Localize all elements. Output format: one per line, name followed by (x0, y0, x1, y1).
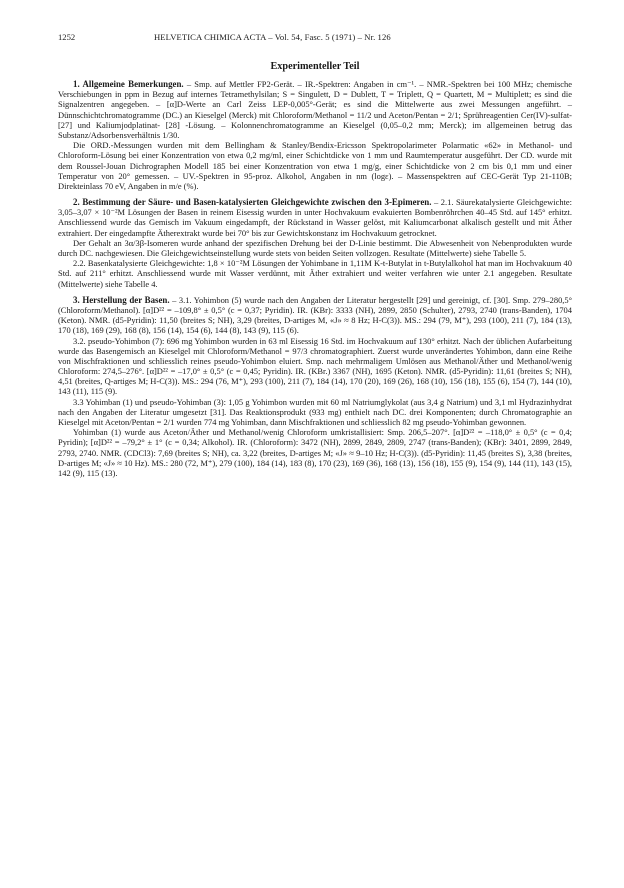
paragraph-base-catalysed (58, 258, 572, 289)
section-title: Experimenteller Teil (270, 61, 360, 72)
page-number: 1252 (58, 32, 76, 42)
paragraph-yohimban-preparation (58, 397, 572, 428)
paragraph-body: 3.3 Yohimban (1) und pseudo-Yohimban (3): 1,05 g Yohimbon wurden mit 60 ml Natriumglykolat (aus 3,4 g Natrium) und 3,1 ml Hydrazinhydrat nach den Angaben der Literatur umgesetzt [31]. Das Reaktionsprodukt (933 mg) enthielt nach DC. drei Komponenten; durch Chromatographie an Kieselgel mit Aceton/Pentan = 2/1 wurden 774 mg Yohimban, dann Mischfraktionen und schliesslich 82 mg pseudo-Yohimban gewonnen. (58, 396, 572, 427)
paragraph-body: 2.2. Basenkatalysierte Gleichgewichte: 1,8 × 10⁻²M Lösungen der Yohimbane in 1,11M K-t-Butylat in t-Butylalkohol hat man im Hochvakuum 40 Std. auf 211° erhitzt. Anschliessend wurde mit Wasser verdünnt, mit Äther extrahiert und weiter verfahren wie unter 2.1 angegeben. Resultate (Mittelwerte) siehe Tabelle 4. (58, 258, 572, 289)
paragraph-pseudo-yohimbone (58, 336, 572, 397)
paragraph-preparation (58, 295, 572, 336)
running-header (58, 32, 572, 43)
running-title: HELVETICA CHIMICA ACTA – Vol. 54, Fasc. 5 (1971) – Nr. 126 (154, 32, 391, 42)
paragraph-ord-measurements (58, 140, 572, 191)
paragraph-body: Die ORD.-Messungen wurden mit dem Bellingham & Stanley/Bendix-Ericsson Spektropolarimeter Polarmatic «62» in Methanol- und Chloroform-Lösung bei einer Konzentration von etwa 0,2 mg/ml, einer Schichtdicke von 1 mm und Raumtemperatur ausgeführt. Der CD. wurde mit dem Roussel-Jouan Dichrographen Modell 185 bei einer Konzentration von etwa 1 mg/g, einer Schichtdicke von 2 cm bis 0,1 mm und einer Temperatur von 20° gemessen. – UV.-Spektren in 95-proz. Alkohol, Angaben in nm (logε). – Massenspektren auf CEC-Gerät Typ 21-110B; Direkteinlass 70 eV, Angaben in m/e (%). (58, 140, 572, 191)
paragraph-yohimban-data (58, 427, 572, 478)
paragraph-isomer-content (58, 238, 572, 258)
paragraph-body: – 2.1. Säurekatalysierte Gleichgewichte: 3,05–3,07 × 10⁻²M Lösungen der Basen in reinem Eisessig wurden in unter Hochvakuum evakuierten Bombenröhrchen 40–45 Std. auf 145° erhitzt. Anschliessend wurde das Gemisch im Vakuum eingedampft, der Rückstand in Wasser gelöst, mit Kaliumcarbonat alkalisch gestellt und mit Äther extrahiert. Der eingedampfte Ätherextrakt wurde bei 70° bis zur Gewichtskonstanz im Hochvakuum getrocknet. (58, 197, 572, 238)
paragraph-heading: 1. Allgemeine Bemerkungen. (73, 79, 184, 89)
paragraph-equilibria (58, 197, 572, 238)
paragraph-general-remarks (58, 79, 572, 140)
paragraph-body: – 3.1. Yohimbon (5) wurde nach den Angaben der Literatur hergestellt [29] und gereinigt, cf. [30]. Smp. 279–280,5° (Chloroform/Methanol). [α]D²² = –109,8° ± 0,5° (c = 0,37; Pyridin). IR. (KBr): 3333 (NH), 2899, 2850 (Schulter), 2793, 2740 (trans-Banden), 1704 (Keton). NMR. (d5-Pyridin): 11,50 (breites S; NH), 3,29 (breites, D-artiges M, «J» ≈ 8 Hz; H-C(3)). MS.: 294 (79, M⁺), 293 (100), 211 (7), 184 (13), 170 (18), 169 (29), 168 (8), 156 (14), 154 (6), 144 (8), 143 (9), 115 (6). (58, 294, 572, 336)
paragraph-heading: 2. Bestimmung der Säure- und Basen-katalysierten Gleichgewichte zwischen den 3-Epimeren. (73, 197, 432, 208)
paragraph-heading: 3. Herstellung der Basen. (73, 294, 170, 305)
paragraph-body: Yohimban (1) wurde aus Aceton/Äther und Methanol/wenig Chloroform umkristallisiert: Smp. 206,5–207°. [α]D²² = –118,0° ± 0,5° (c = 0,4; Pyridin); [α]D²² = –79,2° ± 1° (c = 0,34; Alkohol). IR. (Chloroform): 3472 (NH), 2899, 2849, 2809, 2747 (trans-Banden); (KBr): 3401, 2899, 2849, 2793, 2740. NMR. (CDCl3): 7,69 (breites S; NH), ca. 3,22 (breites, D-artiges M; «J» ≈ 9–10 Hz; H-C(3)). (d5-Pyridin): 11,45 (breites S), 3,38 (breites, D-artiges M; «J» ≈ 10 Hz). MS.: 280 (72, M⁺), 279 (100), 184 (14), 183 (8), 170 (23), 169 (36), 168 (13), 156 (18), 155 (9), 154 (9), 144 (11), 143 (15), 142 (9), 115 (13). (58, 427, 573, 478)
paragraph-body: – Smp. auf Mettler FP2-Gerät. – IR.-Spektren: Angaben in cm⁻¹. – NMR.-Spektren bei 100 MHz; chemische Verschiebungen in ppm in Bezug auf internes Tetramethylsilan; S = Singulett, D = Dublett, T = Triplett, Q = Quartett, M = Multiplett; es sind die Signalzentren angegeben. – [α]D-Werte an Carl Zeiss LEP-0,005°-Gerät; es sind die Mittelwerte aus zwei Messungen angeführt. – Dünnschichtchromatogramme (DC.) an Kieselgel (Merck) mit Chloroform/Methanol = 11/2 und Aceton/Pentan = 2/1; Sprühreagentien Cer(IV)-sulfat- [27] und Kaliumjodplatinat- [28] -Lösung. – Kolonnenchromatogramme an Kieselgel (0,05–0,2 mm; Merck); im allgemeinen betrug das Substanz/Adsorbensverhältnis 1/30. (58, 79, 572, 140)
paragraph-body: 3.2. pseudo-Yohimbon (7): 696 mg Yohimbon wurden in 63 ml Eisessig 16 Std. im Hochvakuum auf 130° erhitzt. Nach der üblichen Aufarbeitung wurde das Basengemisch an Kieselgel mit Chloroform/Methanol = 97/3 chromatographiert. Zuerst wurde unverändertes Yohimbon, dann eine Reihe von Mischfraktionen und schliesslich reines pseudo-Yohimbon eluiert. Smp. nach mehrmaligem Umlösen aus Methanol/Äther und Methanol/wenig Chloroform: 274,5–276°. [α]D²² = –17,0° ± 0,5° (c = 0,45; Pyridin). IR. (KBr.) 3367 (NH), 1695 (Keton). NMR. (d5-Pyridin): 11,61 (breites S; NH), 4,51 (breites, Q-artiges M; H-C(3)). MS.: 294 (76, M⁺), 293 (100), 211 (7), 184 (14), 170 (20), 169 (26), 168 (10), 156 (18), 155 (6), 154 (7), 144 (10), 143 (11), 115 (9). (58, 335, 572, 397)
page-content (58, 32, 572, 478)
paragraph-body: Der Gehalt an 3α/3β-Isomeren wurde anhand der spezifischen Drehung bei der D-Linie bestimmt. Die Abwesenheit von Nebenprodukten wurde durch DC. nachgewiesen. Die Gleichgewichtseinstellung wurde stets von beiden Seiten vollzogen. Resultate (Mittelwerte) siehe Tabelle 5. (58, 237, 572, 258)
